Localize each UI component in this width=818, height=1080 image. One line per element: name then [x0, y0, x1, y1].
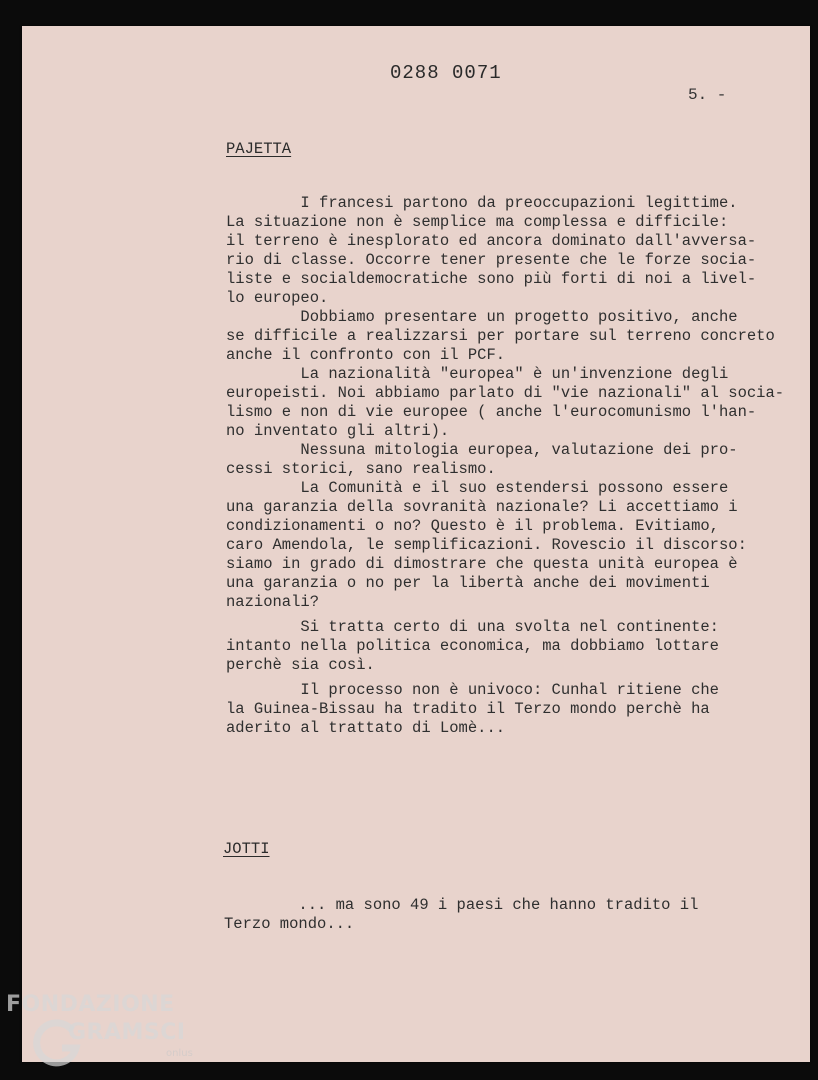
- text-line: la Guinea-Bissau ha tradito il Terzo mondo perchè ha: [226, 700, 710, 718]
- text-line: cessi storici, sano realismo.: [226, 460, 496, 478]
- watermark-line2: GRAMSCI: [68, 1020, 186, 1045]
- speaker-heading-jotti: JOTTI: [223, 840, 270, 858]
- text-line: il terreno è inesplorato ed ancora dominato dall'avversa-: [226, 232, 757, 250]
- text-line: una garanzia della sovranità nazionale? Li accettiamo i: [226, 498, 738, 516]
- text-line: Terzo mondo...: [224, 915, 355, 933]
- speaker-heading-pajetta: PAJETTA: [226, 140, 292, 158]
- text-line: europeisti. Noi abbiamo parlato di "vie nazionali" al socia-: [226, 384, 785, 402]
- text-line: anche il confronto con il PCF.: [226, 346, 506, 364]
- text-line: se difficile a realizzarsi per portare sul terreno concreto: [226, 327, 775, 345]
- text-line: I francesi partono da preoccupazioni legittime.: [226, 194, 738, 212]
- text-line: La nazionalità "europea" è un'invenzione degli: [226, 365, 729, 383]
- text-line: intanto nella politica economica, ma dobbiamo lottare: [226, 637, 719, 655]
- text-line: aderito al trattato di Lomè...: [226, 719, 506, 737]
- text-line: caro Amendola, le semplificazioni. Rovescio il discorso:: [226, 536, 747, 554]
- text-line: Si tratta certo di una svolta nel continente:: [226, 618, 719, 636]
- text-line: liste e socialdemocratiche sono più forti di noi a livel-: [226, 270, 757, 288]
- watermark-onlus: onlus: [166, 1048, 193, 1059]
- text-line: La situazione non è semplice ma complessa e difficile:: [226, 213, 729, 231]
- watermark-line1: FONDAZIONE: [6, 992, 175, 1017]
- text-line: siamo in grado di dimostrare che questa unità europea è: [226, 555, 738, 573]
- text-line: Nessuna mitologia europea, valutazione dei pro-: [226, 441, 738, 459]
- text-line: Dobbiamo presentare un progetto positivo, anche: [226, 308, 738, 326]
- page-number: 5. -: [688, 86, 727, 104]
- text-line: lismo e non di vie europee ( anche l'eurocomunismo l'han-: [226, 403, 757, 421]
- text-line: condizionamenti o no? Questo è il problema. Evitiamo,: [226, 517, 719, 535]
- text-line: rio di classe. Occorre tener presente che le forze socia-: [226, 251, 757, 269]
- text-line: no inventato gli altri).: [226, 422, 450, 440]
- text-line: lo europeo.: [226, 289, 329, 307]
- text-line: nazionali?: [226, 593, 320, 611]
- text-line: Il processo non è univoco: Cunhal ritiene che: [226, 681, 719, 699]
- text-line: ... ma sono 49 i paesi che hanno tradito il: [224, 896, 699, 914]
- text-line: La Comunità e il suo estendersi possono essere: [226, 479, 729, 497]
- text-line: una garanzia o no per la libertà anche dei movimenti: [226, 574, 710, 592]
- archive-code: 0288 0071: [390, 62, 502, 84]
- fondazione-gramsci-watermark: [4, 990, 214, 1070]
- text-line: perchè sia così.: [226, 656, 375, 674]
